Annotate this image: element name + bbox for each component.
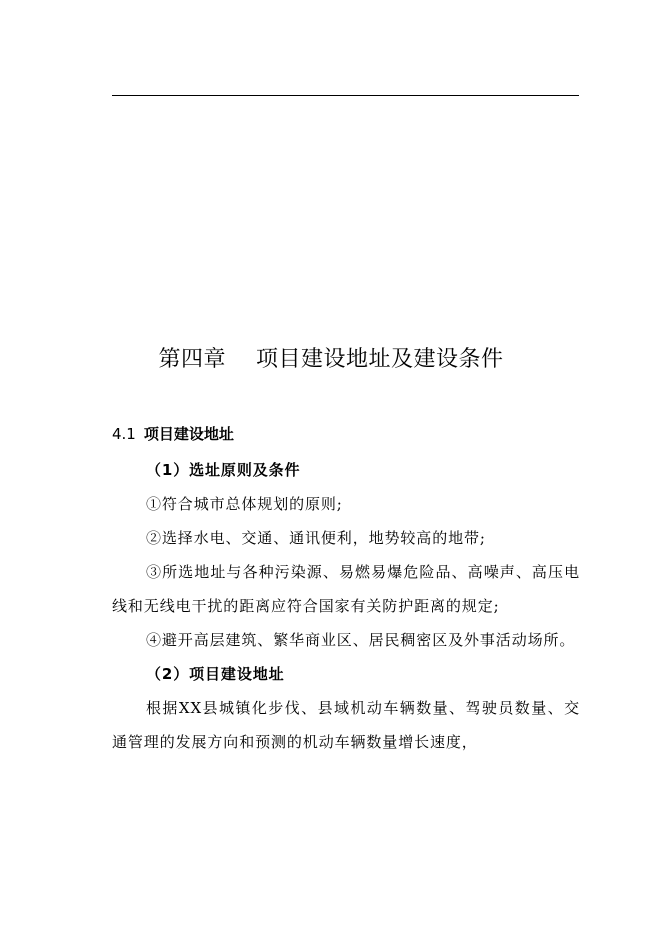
criteria-item-3: ③所选地址与各种污染源、易燃易爆危险品、高噪声、高压电线和无线电干扰的距离应符合国家有关防护距离的规定; (112, 563, 580, 615)
body-content (112, 453, 580, 759)
subsection-2-paragraph: 根据XX县城镇化步伐、县域机动车辆数量、驾驶员数量、交通管理的发展方向和预测的机动车辆数量增长速度， (112, 699, 580, 751)
subsection-1-heading: （1）选址原则及条件 (146, 461, 301, 479)
chapter-title-text: 项目建设地址及建设条件 (256, 347, 504, 372)
criteria-item-1: ①符合城市总体规划的原则; (146, 495, 343, 513)
subsection-2-heading: （2）项目建设地址 (146, 665, 285, 683)
criteria-item-4: ④避开高层建筑、繁华商业区、居民稠密区及外事活动场所。 (146, 631, 576, 649)
criteria-item-2: ②选择水电、交通、通讯便利，地势较高的地带; (146, 529, 486, 547)
chapter-number: 第四章 (158, 347, 226, 372)
chapter-title (0, 345, 662, 375)
section-heading (112, 423, 234, 445)
section-title: 项目建设地址 (143, 425, 234, 443)
section-number: 4.1 (112, 425, 136, 443)
header-rule (112, 95, 579, 96)
